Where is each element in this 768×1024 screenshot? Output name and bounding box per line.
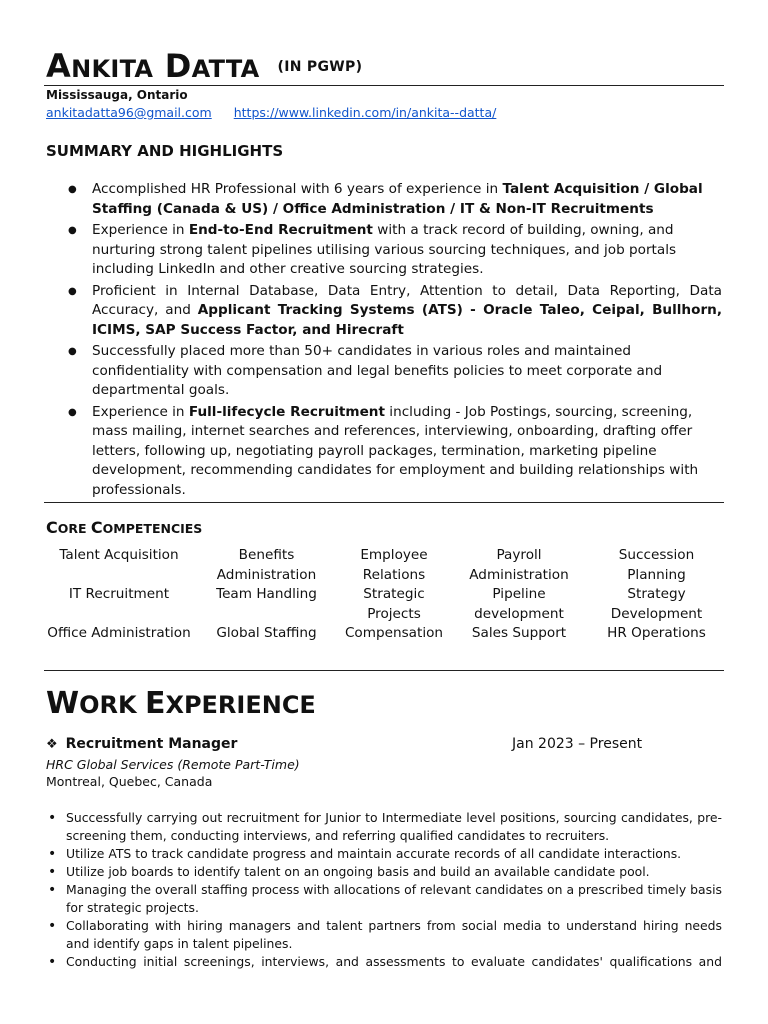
competency-cell: Pipeline development <box>474 586 564 622</box>
competency-row <box>44 546 724 585</box>
heading-rest: OMPETENCIES <box>102 521 203 536</box>
summary-text: with a track record of building, owning, and nurturing strong talent pipelines utilising various sourcing techniques, and job portals including LinkedIn and other creative sourcing strategies. <box>92 222 677 277</box>
job-title-text: Recruitment Manager <box>65 736 238 752</box>
job-title <box>46 736 237 752</box>
header-divider <box>44 85 724 86</box>
job-bullet: • Utilize job boards to identify talent on an ongoing basis and build an available candidate pool. <box>66 863 722 881</box>
summary-text: including - Job Postings, sourcing, screening, mass mailing, internet searches and references, interviewing, onboarding, drafting offer letters, following up, negotiating payroll packages, termination, marketing pipeline development, recommending candidates for employment and building relationships with professionals. <box>92 403 699 498</box>
competency-cell: IT Recruitment <box>68 586 170 602</box>
heading-initial: E <box>144 686 166 721</box>
heading-initial: C <box>90 518 103 537</box>
competencies-grid <box>44 546 724 644</box>
job-bullet: • Collaborating with hiring managers and talent partners from social media to understand hiring needs and identify gaps in talent pipelines. <box>66 917 722 953</box>
location: Mississauga, Ontario <box>46 88 188 102</box>
competency-cell: Employee Relations <box>360 547 428 583</box>
name-rest-last: ATTA <box>191 55 260 83</box>
linkedin-link[interactable]: https://www.linkedin.com/in/ankita--datta/ <box>233 105 497 120</box>
heading-rest: ORE <box>57 521 91 536</box>
competency-row <box>44 585 724 624</box>
summary-item <box>92 342 722 401</box>
summary-text: Accomplished HR Professional with 6 years of experience in <box>92 181 503 197</box>
job-bullet: • Conducting initial screenings, interviews, and assessments to evaluate candidates' qualifications and <box>66 953 722 971</box>
competency-cell: Benefits Administration <box>216 547 317 583</box>
diamond-bullet-icon: ❖ <box>46 737 58 752</box>
heading-initial: C <box>46 518 58 537</box>
competency-cell: Talent Acquisition <box>59 547 179 563</box>
heading-rest: ORK <box>79 691 145 719</box>
summary-item <box>92 221 722 280</box>
candidate-name <box>46 46 362 89</box>
status-tag: (IN PGWP) <box>277 59 363 75</box>
competency-cell: Office Administration <box>47 625 191 641</box>
summary-bold: Full-lifecycle Recruitment <box>188 403 385 420</box>
competency-cell: Sales Support <box>471 625 567 641</box>
summary-bold: Applicant Tracking Systems (ATS) - Oracle Taleo, Ceipal, Bullhorn, ICIMS, SAP Success Factor, and Hirecraft <box>92 302 722 338</box>
competency-cell: Global Staffing <box>216 625 317 641</box>
competency-cell: Compensation <box>344 625 444 641</box>
job-dates: Jan 2023 – Present <box>512 736 643 752</box>
heading-rest: XPERIENCE <box>165 691 316 719</box>
summary-item <box>92 282 722 341</box>
section-divider <box>44 670 724 671</box>
competency-cell: Team Handling <box>216 586 317 602</box>
contact-links <box>46 105 496 120</box>
summary-text: Successfully placed more than 50+ candidates in various roles and maintained confidentiality with compensation and legal benefits policies to meet corporate and departmental goals. <box>92 343 663 398</box>
summary-text: Experience in <box>92 222 189 238</box>
summary-bold: Talent Acquisition / Global Staffing (Canada & US) / Office Administration / IT & Non-IT Recruitments <box>92 181 703 217</box>
name-initial-last: D <box>153 47 192 85</box>
experience-heading <box>46 684 316 725</box>
job-bullets <box>46 809 722 971</box>
section-divider <box>44 502 724 503</box>
job-city: Montreal, Quebec, Canada <box>46 774 213 789</box>
job-company: HRC Global Services (Remote Part-Time) <box>46 757 300 772</box>
competencies-heading <box>46 518 202 537</box>
job-bullet: • Successfully carrying out recruitment for Junior to Intermediate level positions, sourcing candidates, pre-screening them, conducting interviews, and referring qualified candidates to recruiters. <box>66 809 722 845</box>
email-link[interactable]: ankitadatta96@gmail.com <box>46 105 212 120</box>
competency-cell: Strategic Projects <box>363 586 425 622</box>
competency-cell: HR Operations <box>607 625 706 641</box>
summary-item <box>92 180 722 219</box>
competency-row <box>44 624 724 644</box>
name-initial-first: A <box>46 47 72 85</box>
job-bullet: • Utilize ATS to track candidate progress and maintain accurate records of all candidate interactions. <box>66 845 722 863</box>
summary-text: Experience in <box>92 403 189 420</box>
job-bullet: • Managing the overall staffing process with allocations of relevant candidates on a prescribed timely basis for strategic projects. <box>66 881 722 917</box>
summary-text: Proficient in Internal Database, Data Entry, Attention to detail, Data Reporting, Data Accuracy, and <box>92 282 722 318</box>
summary-heading: SUMMARY AND HIGHLIGHTS <box>46 142 284 160</box>
competency-cell: Payroll Administration <box>469 547 569 583</box>
heading-initial: W <box>46 686 80 721</box>
summary-list <box>66 180 722 502</box>
competency-cell: Succession Planning <box>618 547 695 583</box>
summary-bold: End-to-End Recruitment <box>188 222 373 238</box>
competency-cell: Strategy Development <box>610 586 703 622</box>
summary-item <box>92 403 722 501</box>
name-rest-first: NKITA <box>71 55 154 83</box>
